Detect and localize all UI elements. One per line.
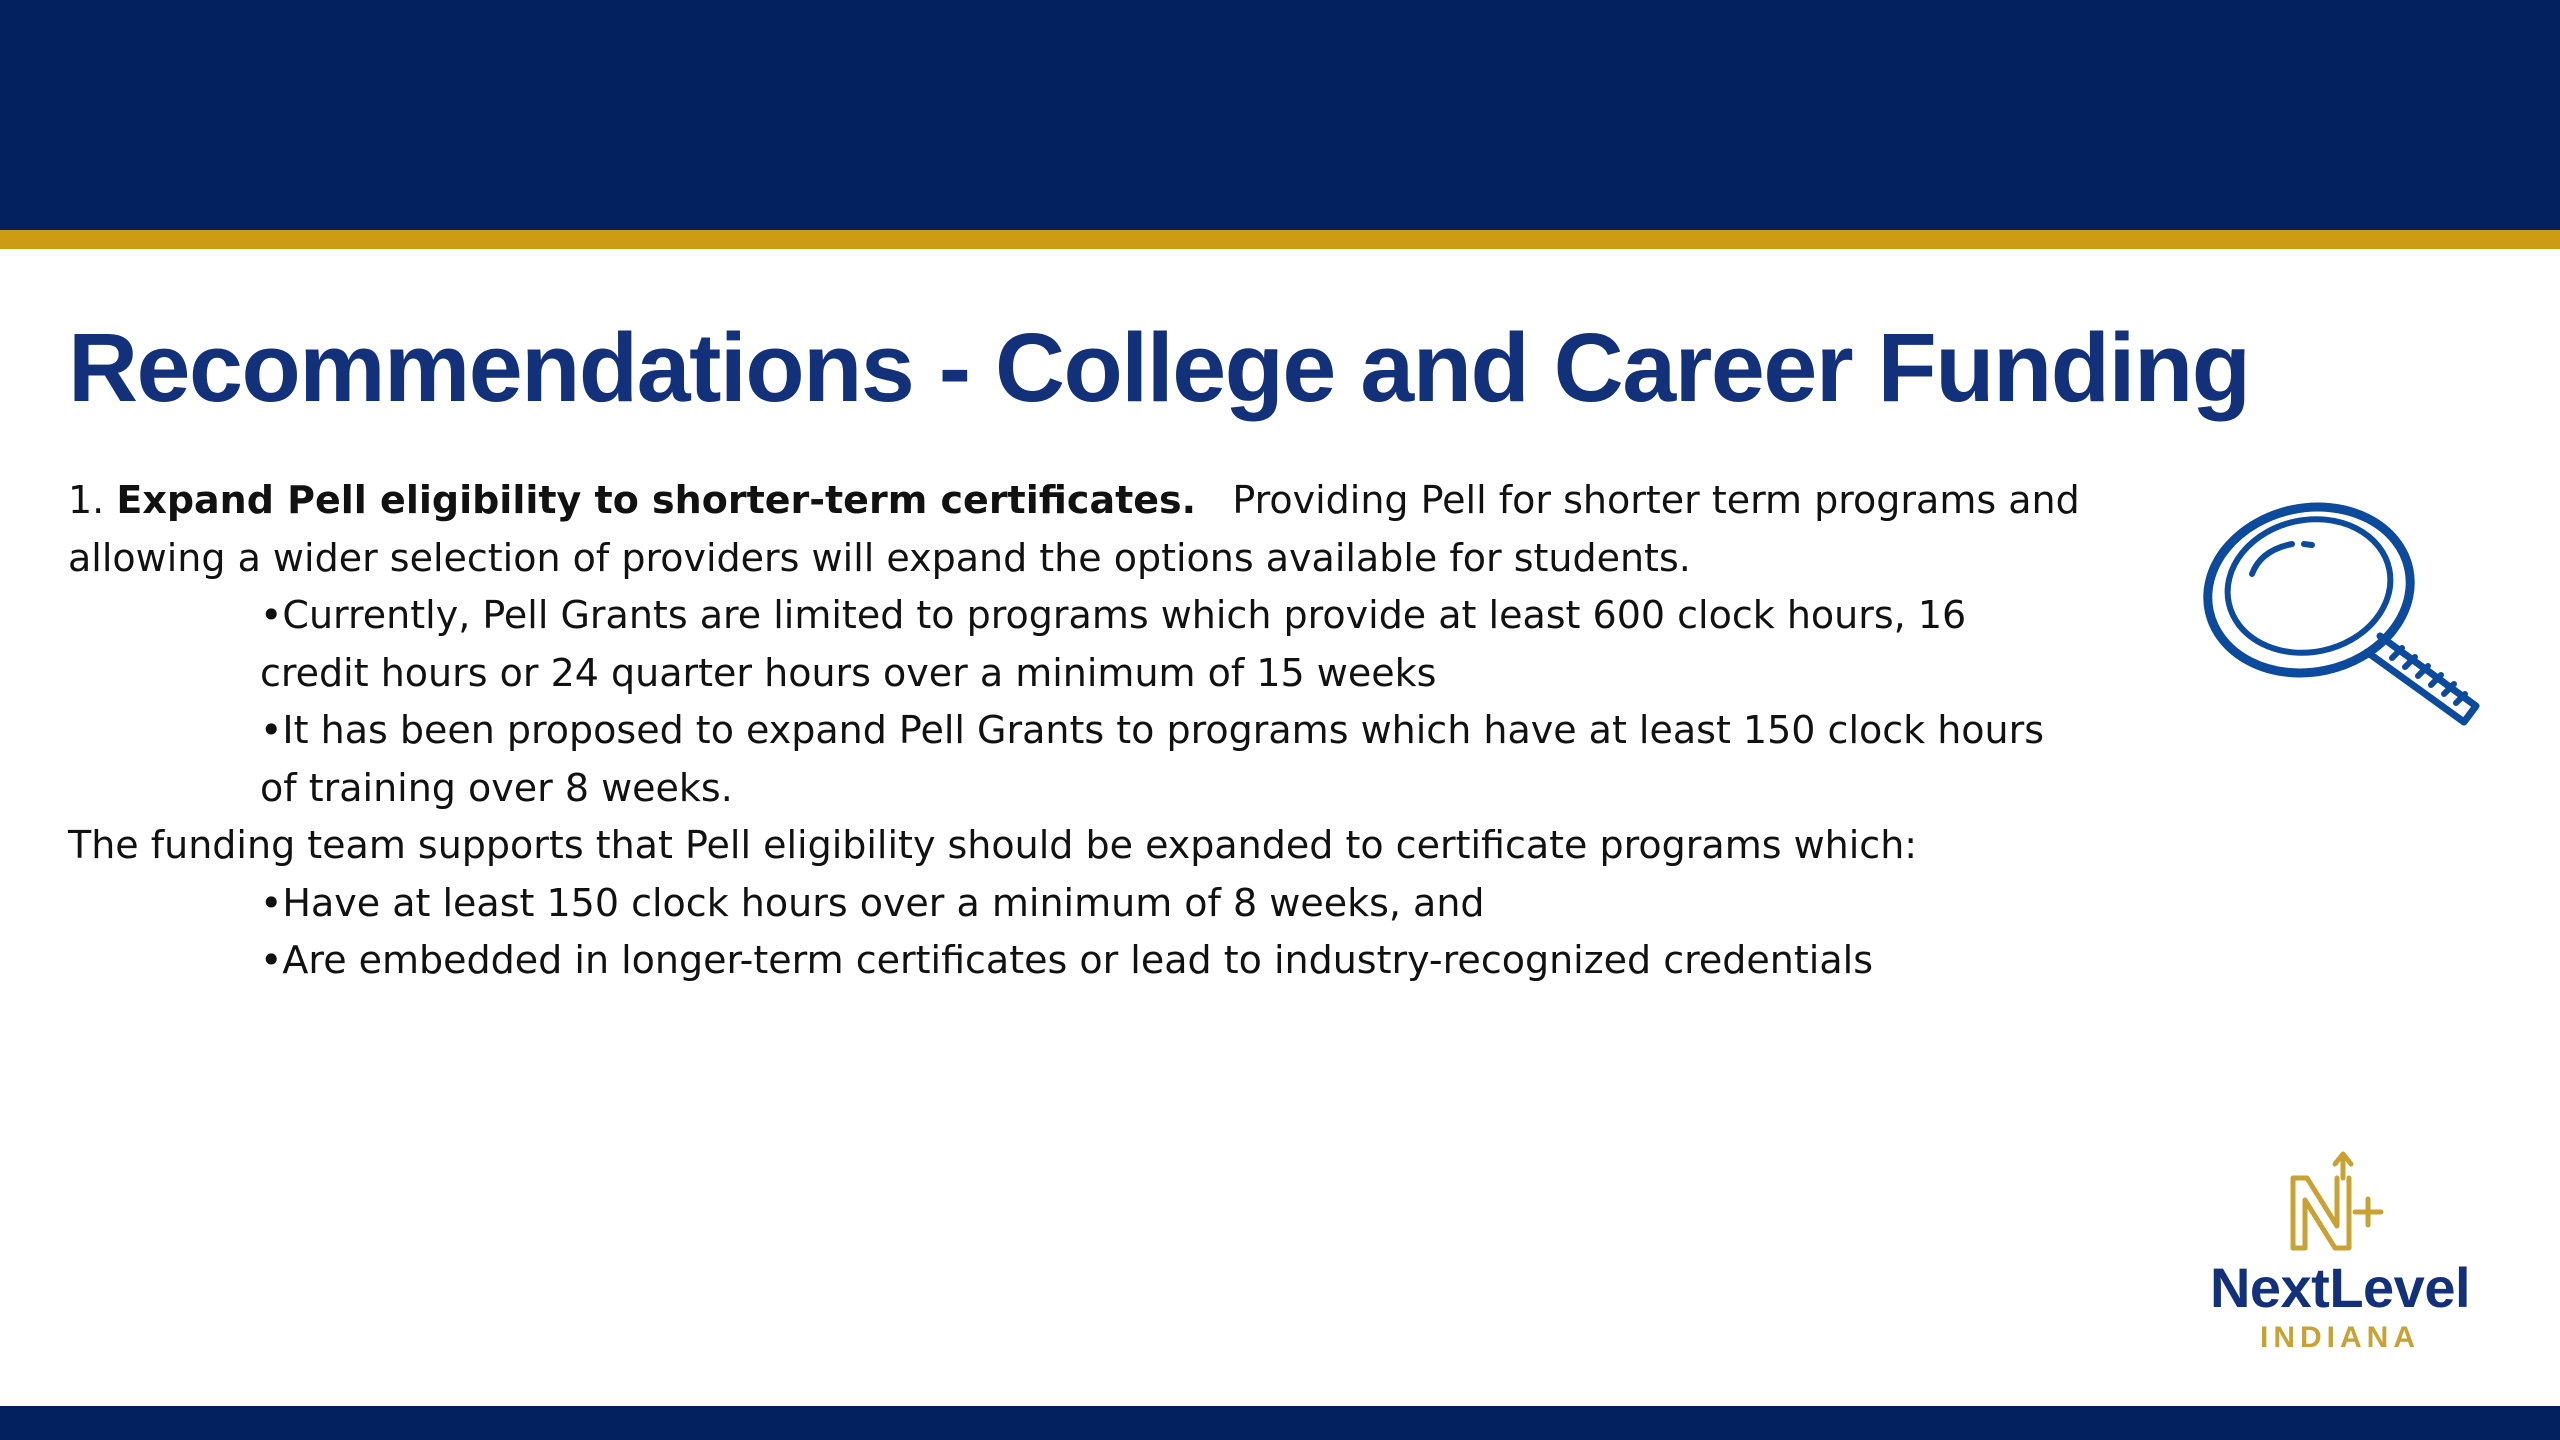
slide-body [68,472,2108,990]
bullet-current-2-line-1: It has been proposed to expand Pell Grants to programs which have at least 150 clock hours [282,708,2045,752]
nextlevel-logo [2175,1148,2505,1358]
point-text-line-2: allowing a wider selection of providers will expand the options available for students. [68,535,1691,580]
point-heading: Expand Pell eligibility to shorter-term certificates. [116,478,1197,522]
bullet-glyph: • [260,708,283,752]
logo-subtext: INDIANA [2260,1321,2420,1354]
nextlevel-logo-icon [2285,1148,2390,1258]
footer-bar [0,1406,2560,1440]
header-accent-stripe [0,230,2560,249]
header-bar [0,0,2560,230]
bullet-current-2-line-2: of training over 8 weeks. [260,765,733,810]
bullet-support-2 [68,932,2108,990]
bullet-current-2 [68,702,2108,760]
bullet-support-1 [68,875,2108,933]
bullet-glyph: • [260,880,283,925]
bullet-current-1-line-2: credit hours or 24 quarter hours over a minimum of 15 weeks [260,650,1437,695]
page-title: Recommendations - College and Career Funding [68,313,2250,422]
point-number: 1. [68,478,105,522]
point-text-line-1: Providing Pell for shorter term programs and [1232,478,2080,522]
bullet-support-1-text: Have at least 150 clock hours over a minimum of 8 weeks, and [282,880,1485,925]
support-text: The funding team supports that Pell eligibility should be expanded to certificate programs which: [68,823,1918,867]
bullet-current-1-line-1: Currently, Pell Grants are limited to programs which provide at least 600 clock hours, 16 [282,593,1967,637]
bullet-glyph: • [260,593,283,637]
bullet-glyph: • [260,938,283,982]
logo-wordmark: NextLevel [2209,1256,2471,1319]
bullet-support-2-text: Are embedded in longer-term certificates or lead to industry-recognized credentials [282,938,1873,982]
point-line-1 [68,472,2108,530]
bullet-current-1 [68,587,2108,645]
magnifying-glass-icon [2192,502,2482,734]
